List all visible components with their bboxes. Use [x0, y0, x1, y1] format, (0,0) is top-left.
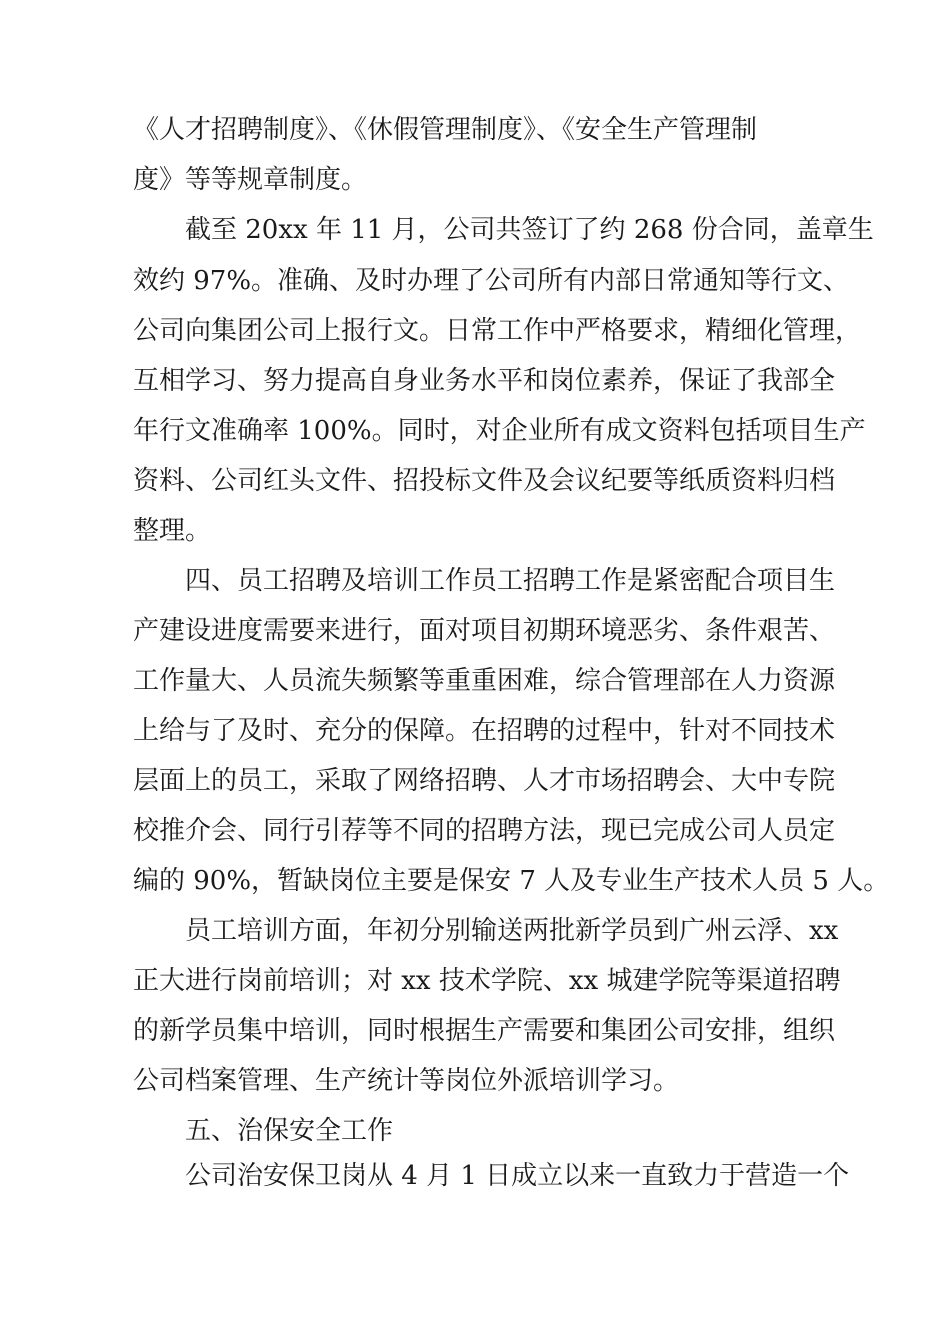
text-line: 编的 90%，暂缺岗位主要是保安 7 人及专业生产技术人员 5 人。	[133, 866, 890, 896]
text-line: 整理。	[133, 516, 212, 546]
text-line: 产建设进度需要来进行，面对项目初期环境恶劣、条件艰苦、	[133, 616, 836, 646]
text-line: 效约 97%。准确、及时办理了公司所有内部日常通知等行文、	[133, 266, 850, 296]
text-line: 四、员工招聘及培训工作员工招聘工作是紧密配合项目生	[185, 566, 836, 596]
text-line: 《人才招聘制度》、《休假管理制度》、《安全生产管理制	[133, 115, 758, 145]
text-line: 工作量大、人员流失频繁等重重困难，综合管理部在人力资源	[133, 666, 836, 696]
text-line: 年行文准确率 100%。同时，对企业所有成文资料包括项目生产	[133, 416, 866, 446]
section-heading: 五、治保安全工作	[185, 1116, 394, 1146]
text-line: 度》等等规章制度。	[133, 165, 368, 195]
text-line: 校推介会、同行引荐等不同的招聘方法，现已完成公司人员定	[133, 816, 836, 846]
text-line: 层面上的员工，采取了网络招聘、人才市场招聘会、大中专院	[133, 766, 836, 796]
text-line: 员工培训方面，年初分别输送两批新学员到广州云浮、xx	[185, 916, 839, 946]
text-line: 互相学习、努力提高自身业务水平和岗位素养，保证了我部全	[133, 366, 836, 396]
text-line: 截至 20xx 年 11 月，公司共签订了约 268 份合同，盖章生	[185, 215, 874, 245]
text-line: 的新学员集中培训，同时根据生产需要和集团公司安排，组织	[133, 1016, 836, 1046]
text-line: 公司档案管理、生产统计等岗位外派培训学习。	[133, 1066, 680, 1096]
text-line: 公司向集团公司上报行文。日常工作中严格要求，精细化管理，	[133, 316, 862, 346]
text-line: 上给与了及时、充分的保障。在招聘的过程中，针对不同技术	[133, 716, 836, 746]
text-line: 资料、公司红头文件、招投标文件及会议纪要等纸质资料归档	[133, 466, 836, 496]
text-line: 正大进行岗前培训；对 xx 技术学院、xx 城建学院等渠道招聘	[133, 966, 841, 996]
text-line: 公司治安保卫岗从 4 月 1 日成立以来一直致力于营造一个	[185, 1161, 850, 1191]
